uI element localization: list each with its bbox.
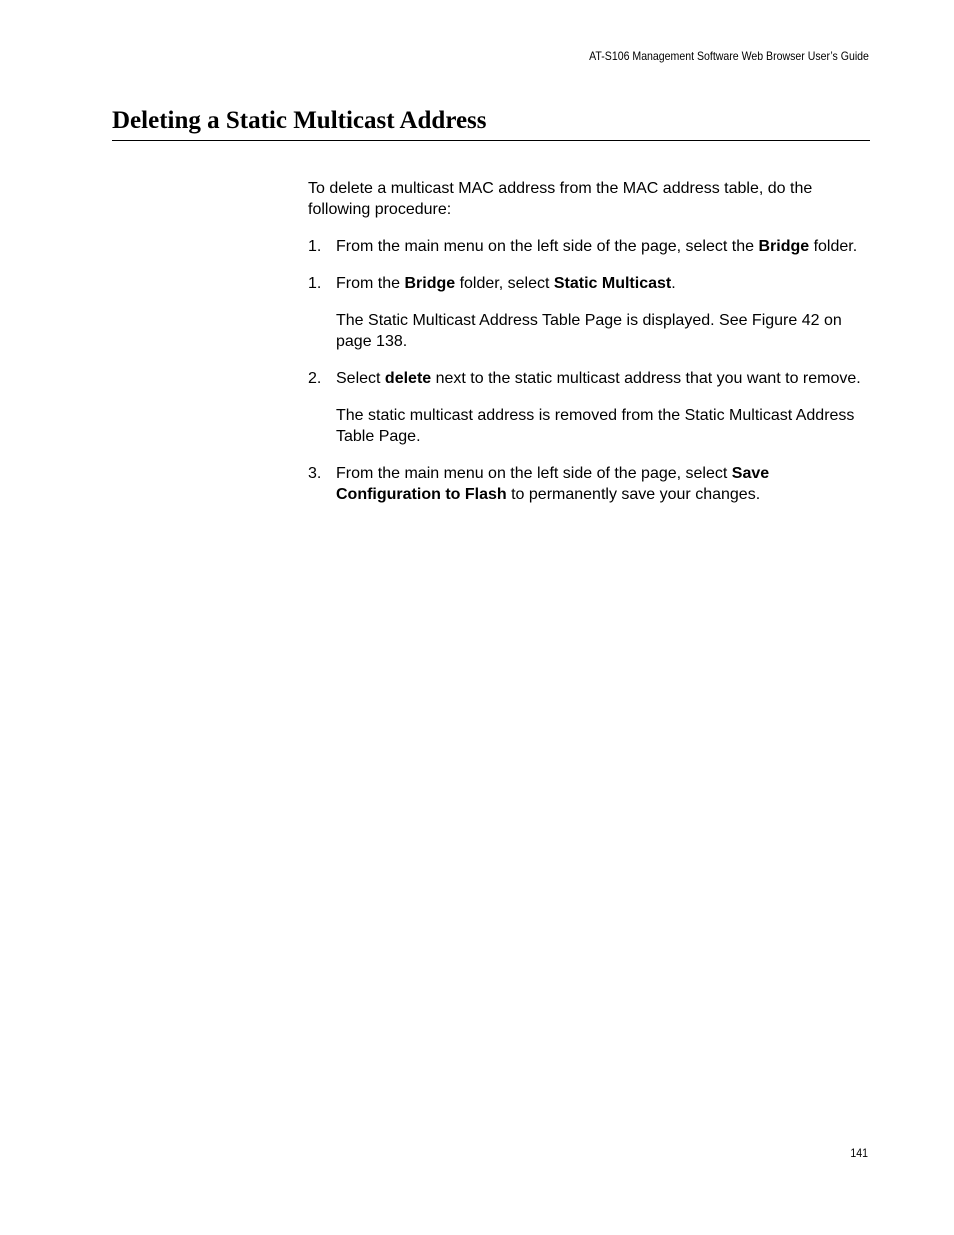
step-item [308, 463, 868, 505]
step-item [308, 368, 868, 389]
step-text [336, 368, 868, 389]
step-item [308, 236, 868, 257]
step-text-segment: folder, select [455, 275, 554, 292]
step-text-segment: to permanently save your changes. [506, 486, 761, 503]
running-header: AT-S106 Management Software Web Browser User’s Guide [589, 49, 869, 63]
step-item [308, 273, 868, 294]
section-title: Deleting a Static Multicast Address [112, 107, 487, 134]
step-text-segment: From the main menu on the left side of the page, select [336, 465, 732, 482]
page-number: 141 [850, 1146, 868, 1160]
step-text-segment: . [671, 275, 676, 292]
step-text [336, 463, 868, 505]
step-result-note: The Static Multicast Address Table Page is displayed. See Figure 42 on page 138. [336, 312, 842, 350]
title-divider [112, 140, 870, 141]
body-text [308, 178, 868, 521]
step-number: 1. [308, 238, 322, 255]
bridge-folder-term: Bridge [758, 238, 810, 255]
step-text-segment: From the [336, 275, 405, 292]
step-text [336, 273, 868, 294]
static-multicast-term: Static Multicast [553, 275, 672, 292]
bridge-folder-term: Bridge [404, 275, 456, 292]
delete-term: delete [384, 370, 432, 387]
step-text-segment: Select [336, 370, 385, 387]
step-text-segment: From the main menu on the left side of the page, select the [336, 238, 759, 255]
step-number: 1. [308, 275, 322, 292]
step-text-segment: folder. [809, 238, 858, 255]
step-text-segment: next to the static multicast address that you want to remove. [431, 370, 861, 387]
step-number: 3. [308, 465, 322, 482]
save-configuration-term: Save Configuration to Flash [336, 465, 770, 503]
intro-paragraph: To delete a multicast MAC address from the MAC address table, do the following procedure: [308, 180, 813, 218]
step-number: 2. [308, 370, 322, 387]
step-text [336, 236, 868, 257]
step-result-note: The static multicast address is removed from the Static Multicast Address Table Page. [336, 407, 855, 445]
